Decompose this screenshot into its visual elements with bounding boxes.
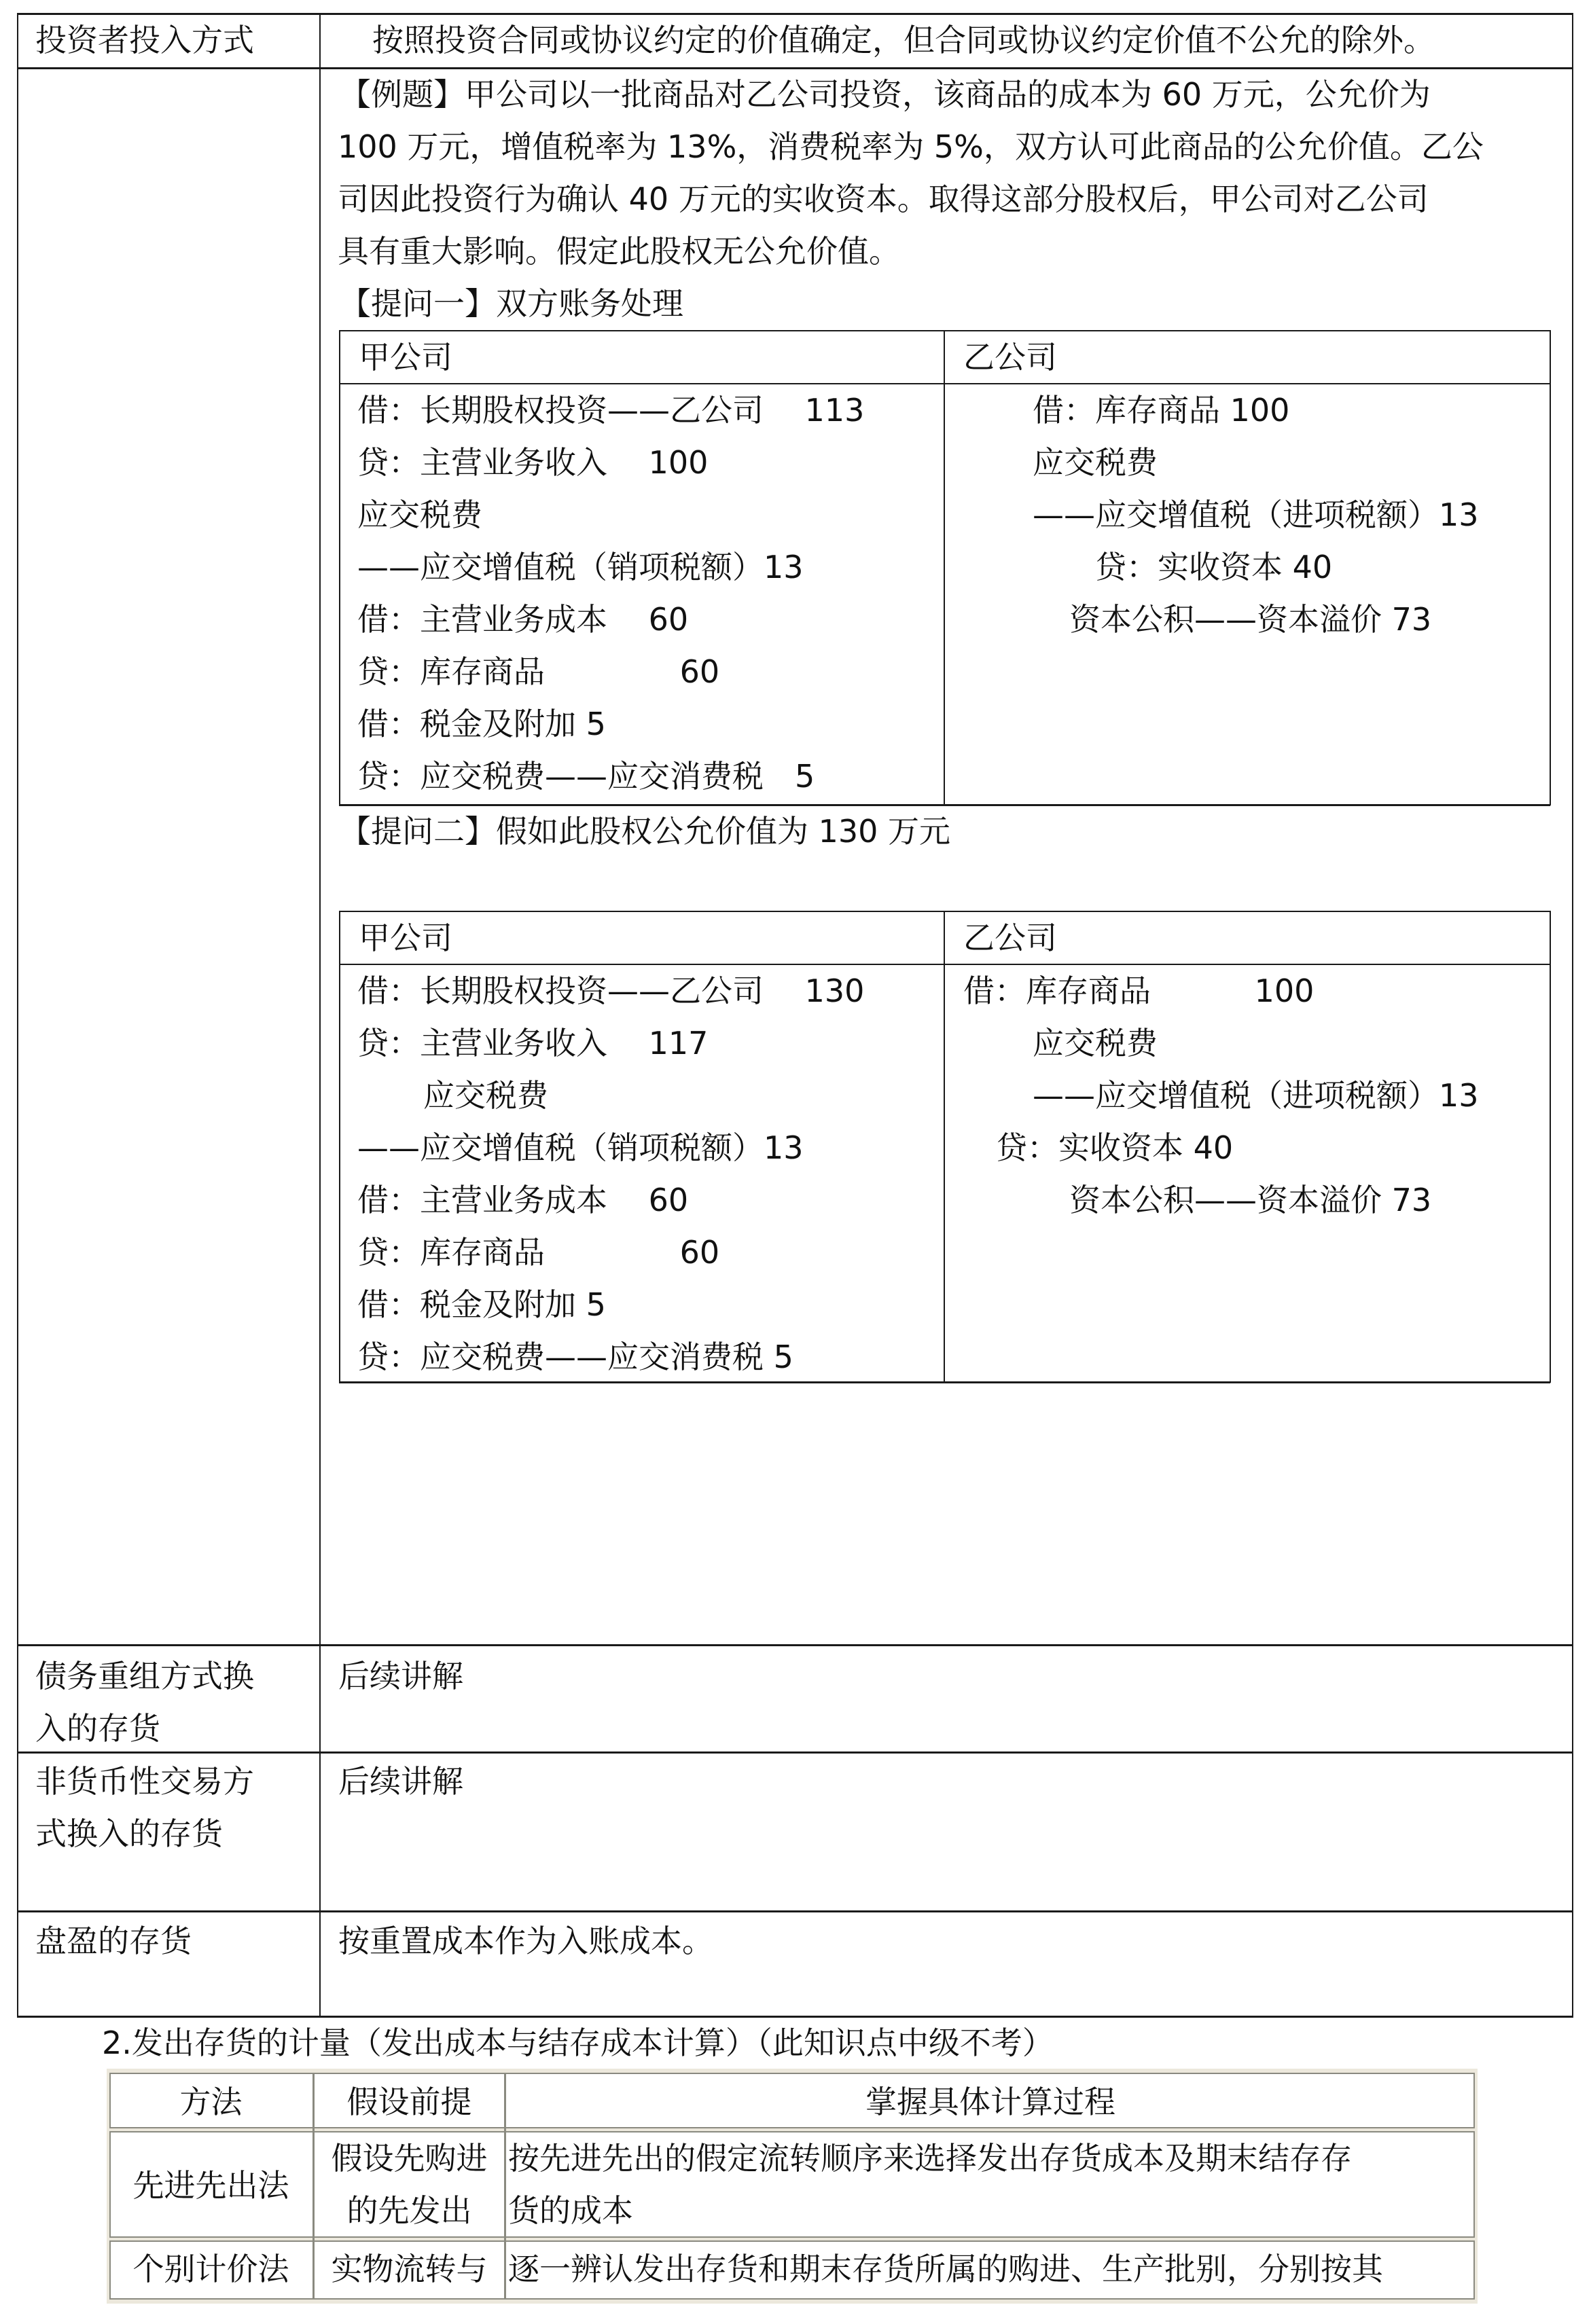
q1-b-entry: 借：库存商品 100 xyxy=(1033,392,1290,429)
row-divider xyxy=(17,1751,1573,1754)
process-fifo: 按先进先出的假定流转顺序来选择发出存货成本及期末结存存 xyxy=(508,2140,1352,2177)
q2-table-left-border xyxy=(339,911,340,1383)
q1-a-entry: 贷：应交税费——应交消费税 5 xyxy=(357,758,815,795)
q2-a-entry: 借：长期股权投资——乙公司 130 xyxy=(357,973,865,1009)
q2-a-entry: 贷：主营业务收入 117 xyxy=(357,1025,709,1061)
q2-header-company-a: 甲公司 xyxy=(359,920,452,956)
premise-specific-identification: 实物流转与 xyxy=(331,2251,488,2287)
q1-a-entry: 贷：主营业务收入 100 xyxy=(357,444,709,481)
q2-a-entry: 借：税金及附加 5 xyxy=(357,1286,606,1323)
q2-b-entry: ——应交增值税（进项税额）13 xyxy=(1033,1077,1479,1114)
row-divider xyxy=(17,1644,1573,1646)
section-2-heading: 2.发出存货的计量（发出成本与结存成本计算）（此知识点中级不考） xyxy=(102,2025,1054,2061)
example-line: 100 万元，增值税率为 13%，消费税率为 5%，双方认可此商品的公允价值。乙公 xyxy=(338,128,1484,165)
q1-table-left-border xyxy=(339,330,340,805)
q1-table-right-border xyxy=(1550,330,1551,805)
header-process: 掌握具体计算过程 xyxy=(865,2084,1115,2120)
q1-a-entry: 贷：库存商品 60 xyxy=(357,653,720,690)
row-label-debt-restructuring-cont: 入的存货 xyxy=(35,1710,160,1747)
main-table-column-divider xyxy=(319,13,321,2017)
header-premise: 假设前提 xyxy=(346,2084,472,2120)
row-divider xyxy=(17,1910,1573,1912)
example-line: 司因此投资行为确认 40 万元的实收资本。取得这部分股权后，甲公司对乙公司 xyxy=(338,181,1429,217)
q2-a-entry: 借：主营业务成本 60 xyxy=(357,1182,689,1218)
q2-table-column-divider xyxy=(944,911,945,1383)
q1-b-entry: 资本公积——资本溢价 73 xyxy=(1069,601,1432,638)
nonmonetary-content: 后续讲解 xyxy=(338,1763,463,1800)
debt-restructuring-content: 后续讲解 xyxy=(338,1658,463,1694)
premise-fifo-cont: 的先发出 xyxy=(346,2192,472,2229)
row-label-investor: 投资者投入方式 xyxy=(35,22,254,58)
q2-header-company-b: 乙公司 xyxy=(963,920,1057,956)
row-label-nonmonetary-cont: 式换入的存货 xyxy=(35,1815,223,1852)
investor-rule-text: 按照投资合同或协议约定的价值确定，但合同或协议约定价值不公允的除外。 xyxy=(372,22,1435,58)
q1-a-entry: 借：主营业务成本 60 xyxy=(357,601,689,638)
question-one-heading: 【提问一】双方账务处理 xyxy=(340,285,683,322)
q2-b-entry: 借：库存商品 100 xyxy=(963,973,1315,1009)
method-specific-identification: 个别计价法 xyxy=(132,2251,289,2287)
q2-b-entry: 资本公积——资本溢价 73 xyxy=(1069,1182,1432,1218)
q2-table-right-border xyxy=(1550,911,1551,1383)
question-two-heading: 【提问二】假如此股权公允价值为 130 万元 xyxy=(340,813,951,850)
process-fifo-cont: 货的成本 xyxy=(508,2192,633,2229)
row-label-debt-restructuring: 债务重组方式换 xyxy=(35,1658,254,1694)
main-table-right-border xyxy=(1572,13,1573,2017)
q2-a-entry: ——应交增值税（销项税额）13 xyxy=(357,1129,804,1166)
q1-table-column-divider xyxy=(944,330,945,805)
q2-a-entry: 贷：库存商品 60 xyxy=(357,1234,720,1271)
q2-a-entry: 应交税费 xyxy=(423,1077,548,1114)
example-line: 【例题】甲公司以一批商品对乙公司投资，该商品的成本为 60 万元，公允价为 xyxy=(340,76,1431,113)
q1-b-entry: 贷：实收资本 40 xyxy=(1095,549,1333,585)
surplus-inventory-content: 按重置成本作为入账成本。 xyxy=(338,1923,713,1959)
q1-b-entry: 应交税费 xyxy=(1033,444,1158,481)
q2-b-entry: 贷：实收资本 40 xyxy=(996,1129,1234,1166)
row-label-surplus-inventory: 盘盈的存货 xyxy=(35,1923,192,1959)
q2-b-entry: 应交税费 xyxy=(1033,1025,1158,1061)
q1-a-entry: ——应交增值税（销项税额）13 xyxy=(357,549,804,585)
q1-a-entry: 借：税金及附加 5 xyxy=(357,706,606,742)
method-fifo: 先进先出法 xyxy=(132,2167,289,2204)
q1-header-company-b: 乙公司 xyxy=(963,339,1057,376)
example-line: 具有重大影响。假定此股权无公允价值。 xyxy=(338,233,900,270)
q1-header-company-a: 甲公司 xyxy=(359,339,452,376)
process-specific-identification: 逐一辨认发出存货和期末存货所属的购进、生产批别，分别按其 xyxy=(508,2251,1383,2287)
q1-a-entry: 应交税费 xyxy=(357,496,482,533)
q1-a-entry: 借：长期股权投资——乙公司 113 xyxy=(357,392,865,429)
premise-fifo: 假设先购进 xyxy=(331,2140,488,2177)
row-label-nonmonetary: 非货币性交易方 xyxy=(35,1763,254,1800)
main-table-left-border xyxy=(17,13,18,2017)
q1-b-entry: ——应交增值税（进项税额）13 xyxy=(1033,496,1479,533)
q2-a-entry: 贷：应交税费——应交消费税 5 xyxy=(357,1339,793,1375)
header-method: 方法 xyxy=(179,2084,243,2120)
